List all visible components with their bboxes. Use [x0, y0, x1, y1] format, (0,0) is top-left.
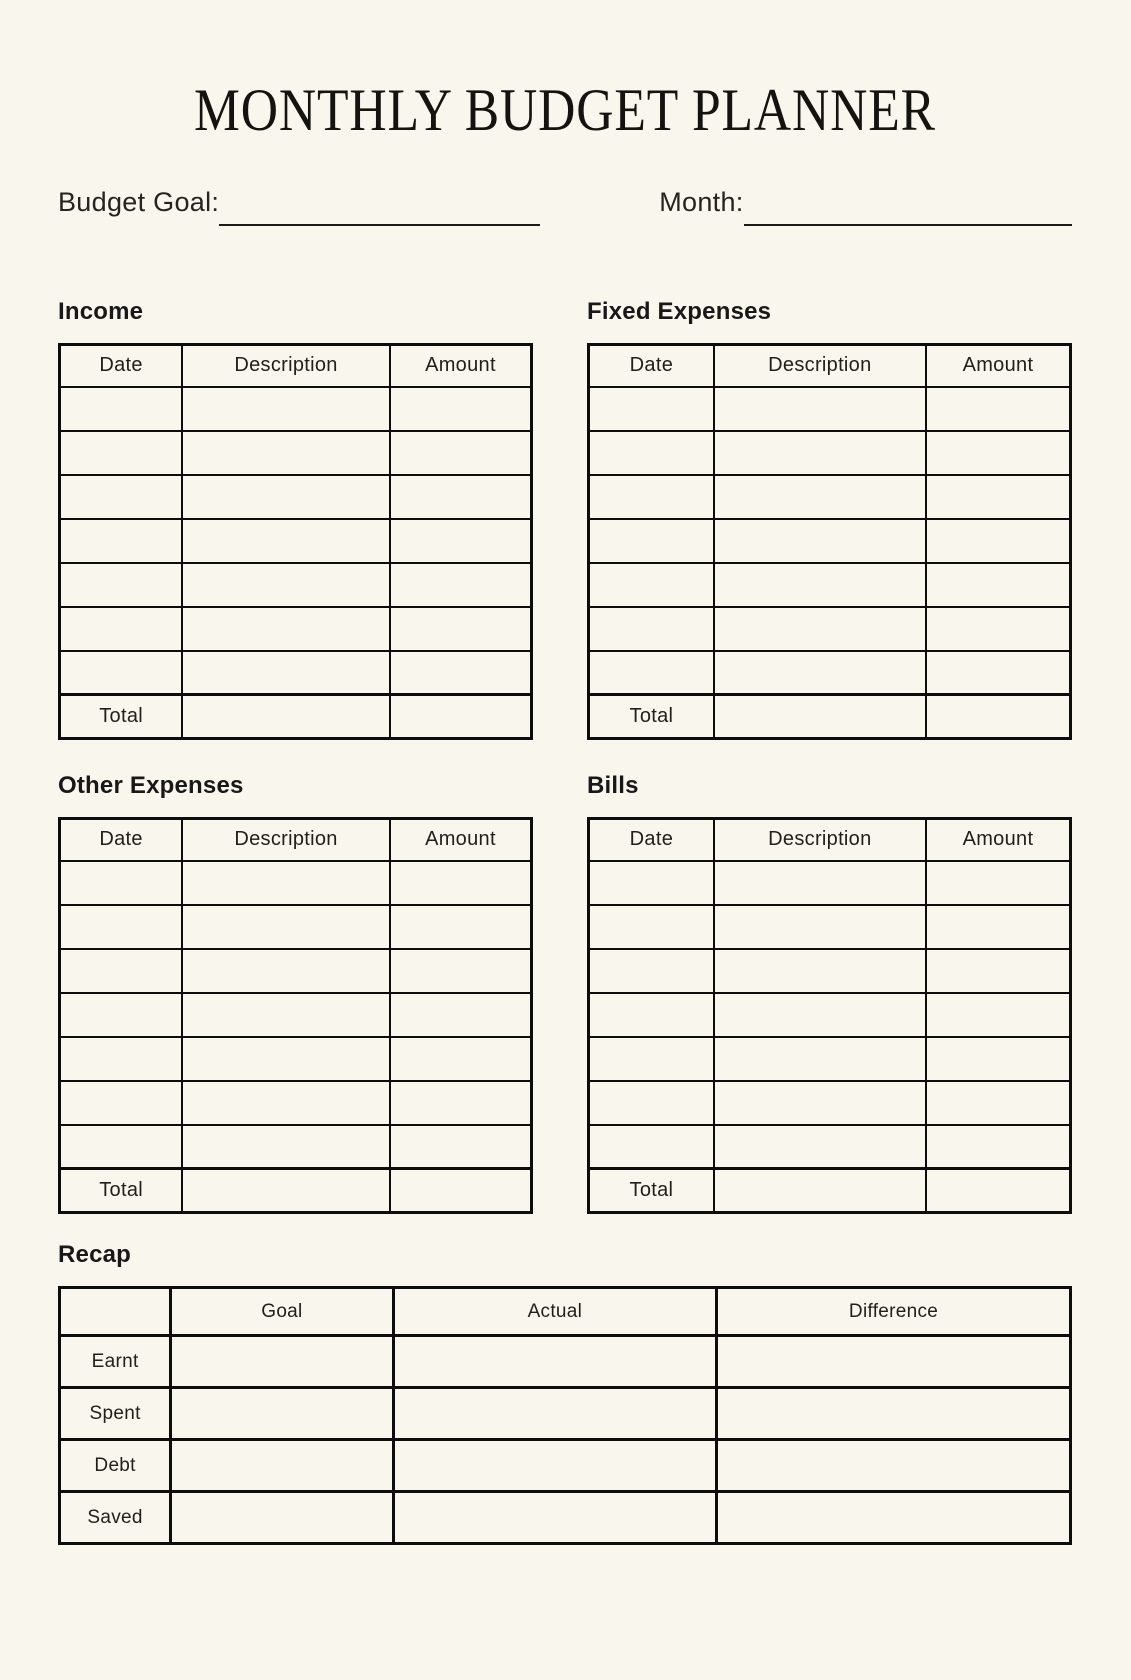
column-header-description: Description — [714, 819, 926, 861]
empty-cell[interactable] — [714, 1081, 926, 1125]
empty-row — [60, 475, 532, 519]
empty-cell[interactable] — [60, 563, 183, 607]
empty-row — [589, 563, 1071, 607]
empty-row — [589, 993, 1071, 1037]
empty-cell[interactable] — [714, 387, 926, 431]
fixed-expenses-header-row — [589, 345, 1071, 387]
empty-cell[interactable] — [182, 1125, 390, 1169]
column-header-date: Date — [60, 819, 183, 861]
tables-row-2 — [58, 772, 1072, 1214]
empty-row — [60, 1125, 532, 1169]
empty-cell[interactable] — [182, 905, 390, 949]
bills-total-row — [589, 1169, 1071, 1213]
tables-row-1 — [58, 298, 1072, 740]
empty-cell[interactable] — [60, 431, 183, 475]
empty-cell[interactable] — [589, 1125, 714, 1169]
recap-actual-cell[interactable] — [393, 1336, 717, 1388]
empty-cell[interactable] — [589, 563, 714, 607]
total-description-cell[interactable] — [182, 1169, 390, 1213]
empty-row — [60, 387, 532, 431]
empty-cell[interactable] — [589, 1037, 714, 1081]
total-amount-cell[interactable] — [390, 695, 532, 739]
column-header-date: Date — [589, 819, 714, 861]
empty-row — [60, 431, 532, 475]
budget-goal-label: Budget Goal: — [58, 187, 220, 217]
budget-goal-input-line[interactable] — [219, 214, 540, 226]
recap-row-label: Earnt — [60, 1336, 171, 1388]
empty-row — [60, 861, 532, 905]
recap-actual-cell[interactable] — [393, 1492, 717, 1544]
empty-cell[interactable] — [589, 1081, 714, 1125]
empty-cell[interactable] — [589, 905, 714, 949]
empty-cell[interactable] — [182, 861, 390, 905]
empty-cell[interactable] — [60, 1081, 183, 1125]
total-description-cell[interactable] — [182, 695, 390, 739]
empty-cell[interactable] — [60, 993, 183, 1037]
bills-header-row — [589, 819, 1071, 861]
empty-cell[interactable] — [60, 475, 183, 519]
empty-cell[interactable] — [60, 651, 183, 695]
empty-cell[interactable] — [182, 1037, 390, 1081]
income-section — [58, 298, 533, 740]
column-header-amount: Amount — [390, 819, 532, 861]
empty-cell[interactable] — [182, 607, 390, 651]
empty-cell[interactable] — [390, 475, 532, 519]
recap-corner-cell — [60, 1288, 171, 1336]
budget-planner-page — [0, 77, 1131, 1545]
empty-cell[interactable] — [589, 387, 714, 431]
empty-cell[interactable] — [926, 949, 1071, 993]
fixed-expenses-section — [587, 298, 1072, 740]
recap-row-earnt — [60, 1336, 1071, 1388]
recap-goal-cell[interactable] — [171, 1492, 393, 1544]
empty-row — [589, 475, 1071, 519]
empty-row — [589, 905, 1071, 949]
empty-row — [60, 1081, 532, 1125]
empty-cell[interactable] — [390, 431, 532, 475]
total-amount-cell[interactable] — [390, 1169, 532, 1213]
total-label-cell: Total — [589, 695, 714, 739]
fixed-expenses-table — [587, 343, 1072, 740]
recap-section — [58, 1241, 1072, 1545]
bills-section — [587, 772, 1072, 1214]
empty-row — [60, 949, 532, 993]
empty-cell[interactable] — [390, 387, 532, 431]
empty-cell[interactable] — [926, 1037, 1071, 1081]
empty-row — [589, 431, 1071, 475]
page-title: MONTHLY BUDGET PLANNER — [194, 77, 936, 143]
empty-cell[interactable] — [390, 905, 532, 949]
empty-cell[interactable] — [60, 519, 183, 563]
empty-cell[interactable] — [926, 1081, 1071, 1125]
empty-cell[interactable] — [60, 607, 183, 651]
empty-row — [589, 861, 1071, 905]
empty-cell[interactable] — [60, 905, 183, 949]
recap-goal-cell[interactable] — [171, 1336, 393, 1388]
empty-cell[interactable] — [390, 949, 532, 993]
empty-row — [60, 519, 532, 563]
empty-cell[interactable] — [182, 949, 390, 993]
empty-cell[interactable] — [926, 475, 1071, 519]
empty-cell[interactable] — [714, 1037, 926, 1081]
column-header-actual: Actual — [393, 1288, 717, 1336]
empty-cell[interactable] — [589, 519, 714, 563]
empty-cell[interactable] — [926, 387, 1071, 431]
empty-cell[interactable] — [589, 607, 714, 651]
empty-row — [589, 949, 1071, 993]
recap-goal-cell[interactable] — [171, 1440, 393, 1492]
empty-row — [60, 993, 532, 1037]
empty-cell[interactable] — [714, 519, 926, 563]
empty-cell[interactable] — [926, 861, 1071, 905]
total-description-cell[interactable] — [714, 1169, 926, 1213]
recap-header-row — [60, 1288, 1071, 1336]
recap-row-debt — [60, 1440, 1071, 1492]
empty-cell[interactable] — [926, 651, 1071, 695]
recap-actual-cell[interactable] — [393, 1440, 717, 1492]
month-field — [659, 185, 1072, 220]
empty-cell[interactable] — [714, 1125, 926, 1169]
empty-cell[interactable] — [714, 563, 926, 607]
empty-cell[interactable] — [60, 1037, 183, 1081]
empty-cell[interactable] — [926, 993, 1071, 1037]
empty-cell[interactable] — [926, 563, 1071, 607]
recap-goal-cell[interactable] — [171, 1388, 393, 1440]
recap-table — [58, 1286, 1072, 1545]
empty-cell[interactable] — [390, 1081, 532, 1125]
empty-cell[interactable] — [60, 861, 183, 905]
budget-goal-field — [58, 185, 540, 220]
other-expenses-header-row — [60, 819, 532, 861]
empty-row — [589, 519, 1071, 563]
empty-row — [589, 607, 1071, 651]
month-input-line[interactable] — [744, 214, 1072, 226]
column-header-goal: Goal — [171, 1288, 393, 1336]
empty-cell[interactable] — [926, 607, 1071, 651]
empty-cell[interactable] — [926, 1125, 1071, 1169]
income-total-row — [60, 695, 532, 739]
empty-row — [60, 563, 532, 607]
income-section-title: Income — [58, 298, 144, 326]
column-header-difference: Difference — [717, 1288, 1071, 1336]
empty-cell[interactable] — [60, 949, 183, 993]
empty-cell[interactable] — [390, 651, 532, 695]
month-label: Month: — [659, 187, 744, 217]
empty-cell[interactable] — [714, 607, 926, 651]
empty-row — [60, 607, 532, 651]
recap-row-label: Debt — [60, 1440, 171, 1492]
column-header-date: Date — [60, 345, 183, 387]
other-expenses-table — [58, 817, 533, 1214]
empty-row — [589, 1125, 1071, 1169]
goal-month-row — [58, 185, 1072, 220]
column-header-description: Description — [714, 345, 926, 387]
empty-cell[interactable] — [589, 651, 714, 695]
empty-cell[interactable] — [714, 431, 926, 475]
recap-row-label: Saved — [60, 1492, 171, 1544]
recap-difference-cell[interactable] — [717, 1336, 1071, 1388]
empty-cell[interactable] — [926, 905, 1071, 949]
column-header-amount: Amount — [926, 345, 1071, 387]
empty-cell[interactable] — [926, 431, 1071, 475]
empty-cell[interactable] — [589, 993, 714, 1037]
empty-cell[interactable] — [390, 563, 532, 607]
empty-cell[interactable] — [714, 993, 926, 1037]
empty-cell[interactable] — [589, 475, 714, 519]
empty-cell[interactable] — [182, 651, 390, 695]
empty-cell[interactable] — [182, 387, 390, 431]
total-amount-cell[interactable] — [926, 1169, 1071, 1213]
empty-cell[interactable] — [182, 431, 390, 475]
empty-cell[interactable] — [390, 607, 532, 651]
column-header-date: Date — [589, 345, 714, 387]
total-label-cell: Total — [60, 695, 183, 739]
recap-difference-cell[interactable] — [717, 1388, 1071, 1440]
other-expenses-total-row — [60, 1169, 532, 1213]
empty-cell[interactable] — [714, 861, 926, 905]
empty-cell[interactable] — [390, 519, 532, 563]
total-description-cell[interactable] — [714, 695, 926, 739]
total-label-cell: Total — [589, 1169, 714, 1213]
recap-row-label: Spent — [60, 1388, 171, 1440]
empty-cell[interactable] — [589, 431, 714, 475]
empty-cell[interactable] — [714, 651, 926, 695]
empty-cell[interactable] — [182, 475, 390, 519]
empty-cell[interactable] — [926, 519, 1071, 563]
empty-cell[interactable] — [589, 949, 714, 993]
empty-cell[interactable] — [182, 993, 390, 1037]
empty-cell[interactable] — [182, 519, 390, 563]
empty-row — [60, 905, 532, 949]
empty-cell[interactable] — [714, 475, 926, 519]
column-header-amount: Amount — [926, 819, 1071, 861]
bills-table — [587, 817, 1072, 1214]
recap-actual-cell[interactable] — [393, 1388, 717, 1440]
empty-row — [60, 651, 532, 695]
empty-row — [60, 1037, 532, 1081]
empty-cell[interactable] — [390, 861, 532, 905]
empty-cell[interactable] — [60, 387, 183, 431]
empty-cell[interactable] — [714, 905, 926, 949]
empty-row — [589, 1081, 1071, 1125]
recap-difference-cell[interactable] — [717, 1440, 1071, 1492]
fixed-expenses-total-row — [589, 695, 1071, 739]
empty-cell[interactable] — [182, 563, 390, 607]
column-header-description: Description — [182, 819, 390, 861]
empty-row — [589, 1037, 1071, 1081]
recap-row-saved — [60, 1492, 1071, 1544]
bills-section-title: Bills — [587, 772, 639, 800]
column-header-description: Description — [182, 345, 390, 387]
empty-row — [589, 651, 1071, 695]
total-label-cell: Total — [60, 1169, 183, 1213]
empty-cell[interactable] — [182, 1081, 390, 1125]
other-expenses-section-title: Other Expenses — [58, 772, 244, 800]
empty-cell[interactable] — [390, 1037, 532, 1081]
empty-cell[interactable] — [390, 993, 532, 1037]
empty-cell[interactable] — [714, 949, 926, 993]
other-expenses-section — [58, 772, 533, 1214]
fixed-expenses-section-title: Fixed Expenses — [587, 298, 772, 326]
recap-difference-cell[interactable] — [717, 1492, 1071, 1544]
income-header-row — [60, 345, 532, 387]
empty-cell[interactable] — [589, 861, 714, 905]
empty-cell[interactable] — [390, 1125, 532, 1169]
empty-cell[interactable] — [60, 1125, 183, 1169]
recap-section-title: Recap — [58, 1241, 132, 1269]
total-amount-cell[interactable] — [926, 695, 1071, 739]
income-table — [58, 343, 533, 740]
recap-row-spent — [60, 1388, 1071, 1440]
column-header-amount: Amount — [390, 345, 532, 387]
empty-row — [589, 387, 1071, 431]
